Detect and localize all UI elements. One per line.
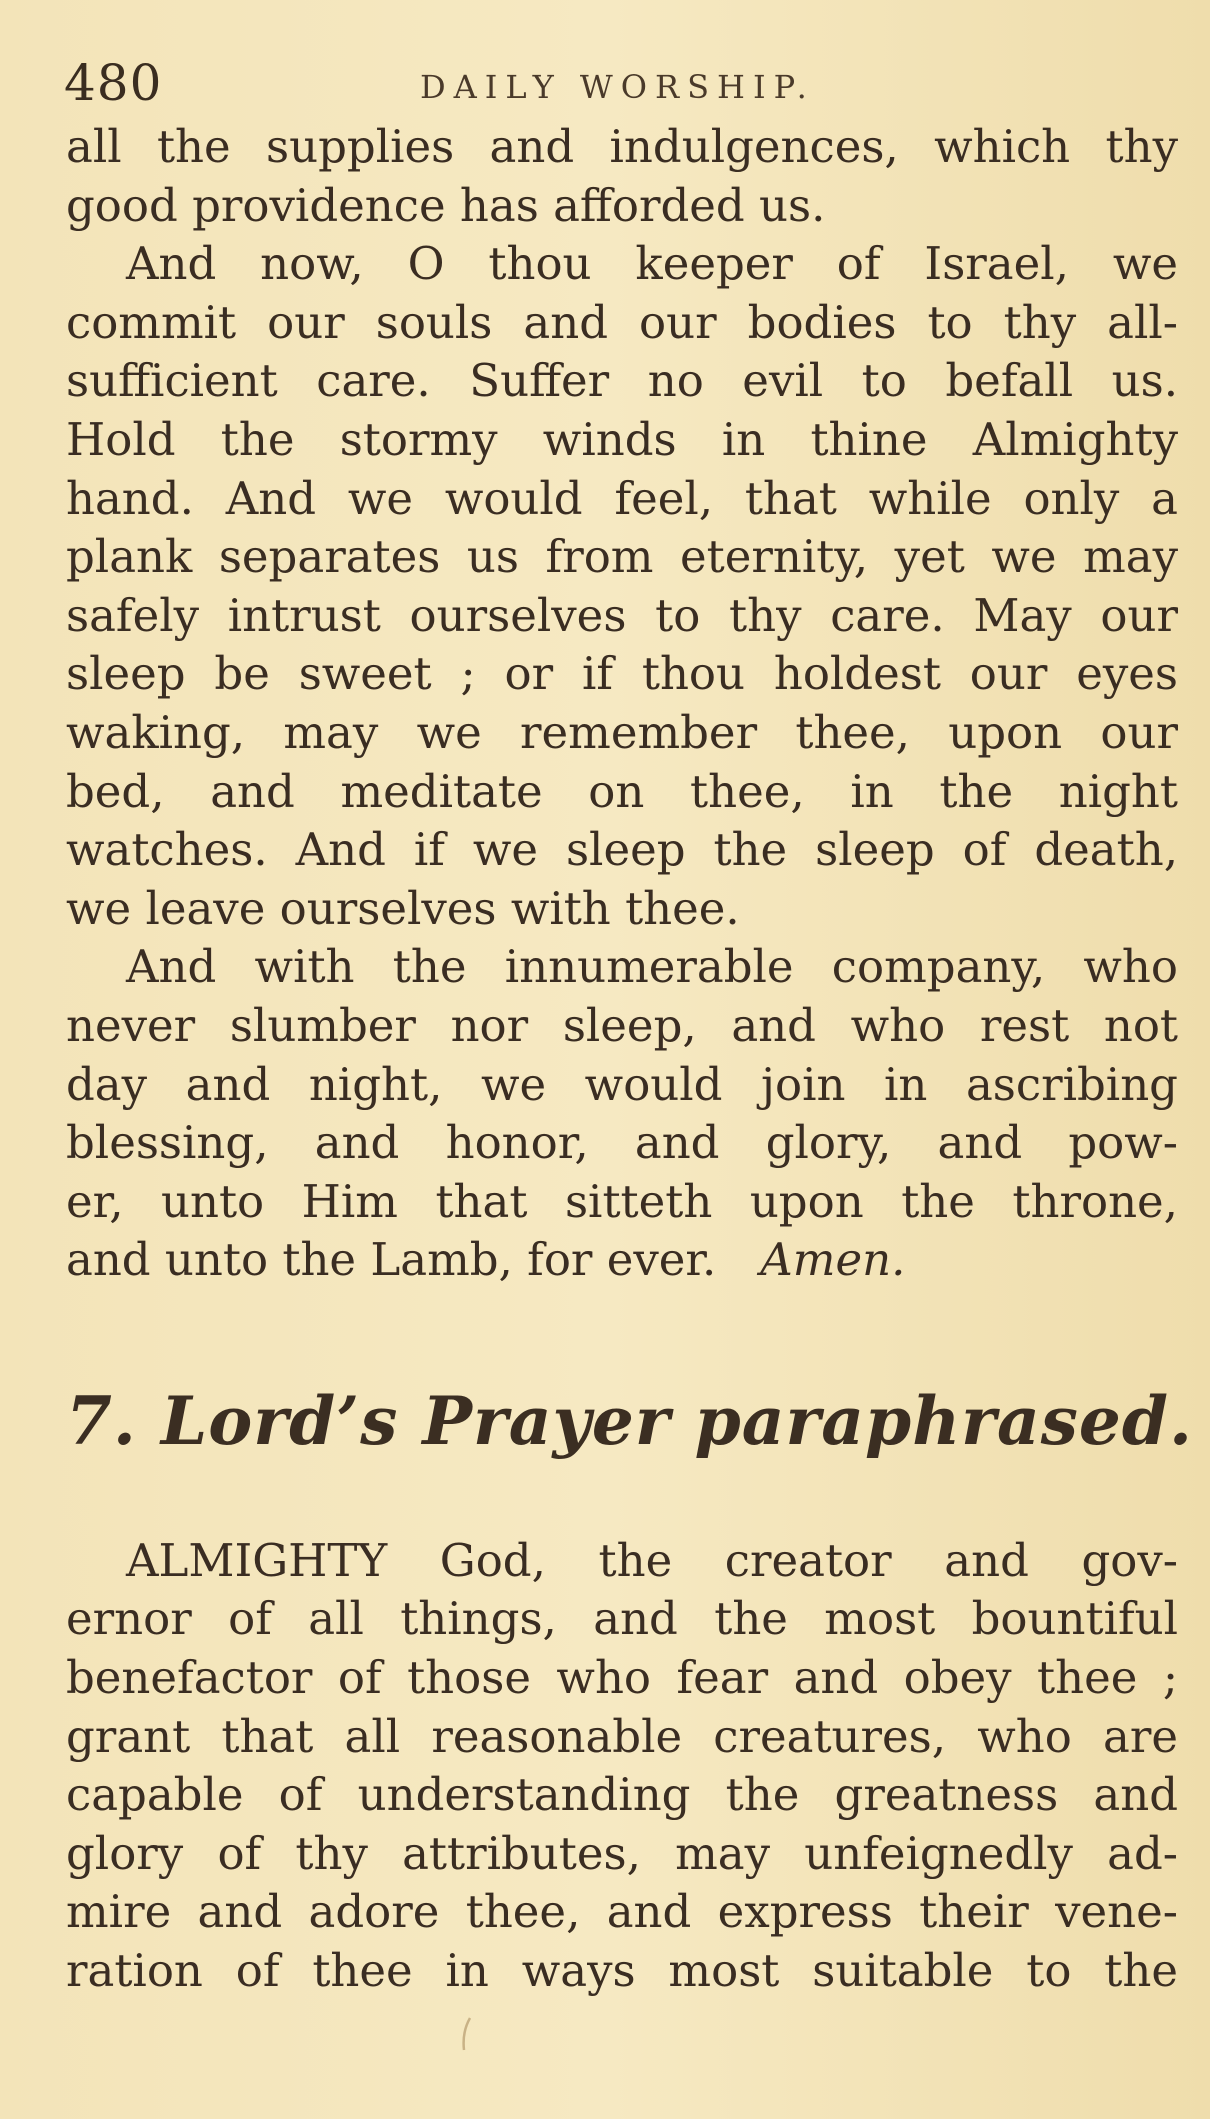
text-line: bed, and meditate on thee, in the night <box>66 764 1178 818</box>
text-line: mire and adore thee, and express their vene- <box>66 1885 1178 1939</box>
text-line-final <box>66 1231 1178 1290</box>
page-number: 480 <box>64 54 163 112</box>
text-line: ALMIGHTY God, the creator and gov- <box>126 1533 1178 1587</box>
text-line: glory of thy attributes, may unfeignedly ad- <box>66 1826 1178 1880</box>
paper-blemish <box>456 2014 476 2054</box>
paragraph-supplies <box>66 118 1178 235</box>
paragraph-keeper-of-israel <box>66 235 1178 938</box>
text-line: hand. And we would feel, that while only a <box>66 471 1178 525</box>
text-line: ernor of all things, and the most bountiful <box>66 1592 1178 1646</box>
amen: Amen. <box>760 1233 906 1287</box>
text-line: blessing, and honor, and glory, and pow- <box>66 1116 1178 1170</box>
page-body <box>66 118 1193 2001</box>
text-line: we leave ourselves with thee. <box>66 881 740 935</box>
text-line: grant that all reasonable creatures, who are <box>66 1709 1178 1763</box>
text-line: good providence has afforded us. <box>66 178 826 232</box>
text-line: benefactor of those who fear and obey thee ; <box>66 1651 1178 1705</box>
text-line: never slumber nor sleep, and who rest not <box>66 998 1178 1052</box>
running-head <box>64 54 1176 114</box>
text-line: capable of understanding the greatness and <box>66 1768 1178 1822</box>
text-line: Hold the stormy winds in thine Almighty <box>66 412 1178 466</box>
text-line: er, unto Him that sitteth upon the throne, <box>66 1174 1178 1228</box>
paragraph-innumerable-company <box>66 938 1178 1290</box>
text-line: sleep be sweet ; or if thou holdest our eyes <box>66 647 1178 701</box>
text-line: safely intrust ourselves to thy care. May our <box>66 588 1178 642</box>
text-line: waking, may we remember thee, upon our <box>66 705 1178 759</box>
paragraph-almighty-god <box>66 1532 1178 2001</box>
text-line: and unto the Lamb, for ever. <box>66 1233 717 1287</box>
text-line: plank separates us from eternity, yet we may <box>66 530 1178 584</box>
text-line: sufficient care. Suffer no evil to befall us. <box>66 354 1178 408</box>
text-line: And now, O thou keeper of Israel, we <box>126 237 1178 291</box>
text-line: day and night, we would join in ascribing <box>66 1057 1178 1111</box>
text-line: watches. And if we sleep the sleep of death, <box>66 823 1178 877</box>
running-title: DAILY WORSHIP. <box>420 68 815 106</box>
section-heading: 7. Lord’s Prayer paraphrased. <box>66 1381 1193 1460</box>
text-line: commit our souls and our bodies to thy all- <box>66 295 1178 349</box>
text-line: ration of thee in ways most suitable to the <box>66 1944 1178 1998</box>
text-line: all the supplies and indulgences, which thy <box>66 120 1178 173</box>
text-line: And with the innumerable company, who <box>126 940 1178 994</box>
